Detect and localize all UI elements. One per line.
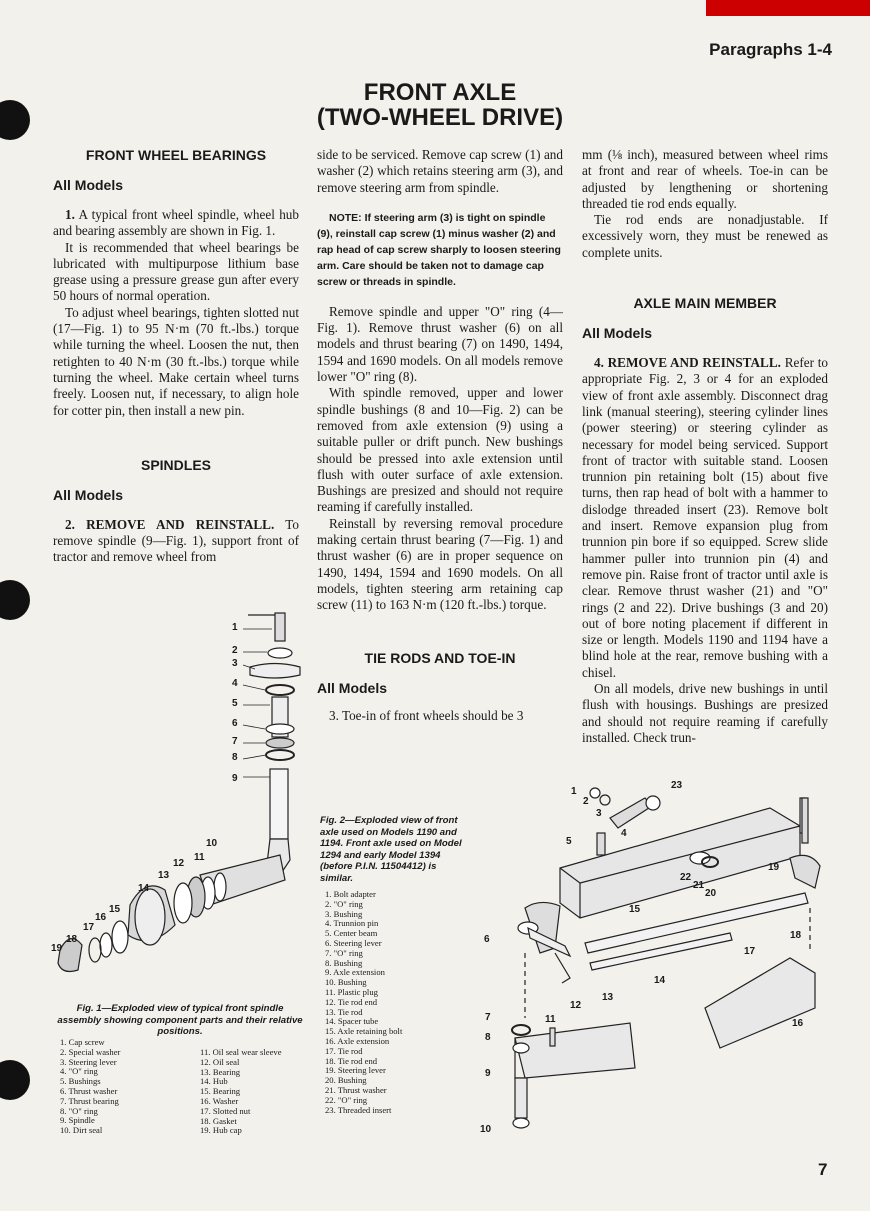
fig2-callout-11: 11 — [545, 1014, 556, 1025]
fig1-callout-7: 7 — [232, 736, 238, 747]
toe-in-continued: mm (⅛ inch), measured between wheel rims at front and rear of wheels. Toe-in can be adjusted by lengthening or shortening threaded tie rod ends equally. — [582, 147, 828, 211]
fig1-caption: Fig. 1—Exploded view of typical front spindle assembly showing component parts and their relative positions. — [57, 1003, 303, 1037]
part-item: 15. Bearing — [200, 1086, 241, 1097]
all-models-heading: All Models — [317, 679, 388, 696]
part-item: 9. Spindle — [60, 1115, 95, 1126]
fig2-callout-16: 16 — [792, 1018, 804, 1029]
fig2-callout-21: 21 — [693, 880, 705, 891]
fig1-callout-12: 12 — [173, 858, 185, 869]
fig2-callout-14: 14 — [654, 975, 666, 986]
all-models-heading: All Models — [53, 486, 124, 503]
para-new-bushings: On all models, drive new bushings in until flush with housings. Bushings are presized and should not require reaming if carefully installed. Check trun- — [582, 681, 828, 745]
fig2-callout-13: 13 — [602, 992, 614, 1003]
column-3 — [582, 147, 828, 746]
fig1-callout-9: 9 — [232, 773, 238, 784]
para-2-text: To remove spindle (9—Fig. 1), support front of tractor and remove wheel from — [53, 516, 299, 565]
part-item: 17. Tie rod — [325, 1045, 363, 1056]
part-item: 14. Hub — [200, 1076, 228, 1087]
title-line2: (TWO-WHEEL DRIVE) — [316, 104, 564, 131]
para-tie-rod-ends: Tie rod ends are nonadjustable. If excessively worn, they must be renewed as complete units. — [582, 212, 828, 260]
spindle-removal-text: side to be serviced. Remove cap screw (1) and washer (2) which retains steering arm (3), and remove steering arm from spindle. — [317, 147, 563, 195]
fig2-callout-15: 15 — [629, 904, 641, 915]
part-item: 1. Bolt adapter — [325, 889, 376, 899]
part-item: 8. Bushing — [325, 957, 363, 968]
part-item: 4. "O" ring — [60, 1066, 98, 1077]
fig1-callout-13: 13 — [158, 870, 170, 881]
para-1-text: A typical front wheel spindle, wheel hub and bearing assembly are shown in Fig. 1. — [53, 207, 299, 239]
part-item: 20. Bushing — [325, 1075, 367, 1086]
part-item: 10. Bushing — [325, 977, 367, 988]
fig1-callout-2: 2 — [232, 645, 238, 656]
fig1-callout-6: 6 — [232, 718, 238, 729]
fig1-callout-11: 11 — [194, 852, 205, 863]
fig2-callout-5: 5 — [566, 836, 572, 847]
fig2-callout-23: 23 — [671, 780, 683, 791]
fig2-callout-17: 17 — [744, 946, 756, 957]
part-item: 22. "O" ring — [325, 1094, 368, 1105]
binder-hole-middle — [0, 580, 30, 620]
part-item: 12. Oil seal — [200, 1056, 240, 1067]
part-item: 3. Bushing — [325, 908, 363, 919]
fig1-callout-5: 5 — [232, 698, 238, 709]
fig1-callout-8: 8 — [232, 752, 238, 763]
fig1-callout-4: 4 — [232, 678, 238, 689]
para-1-number: 1. — [65, 207, 75, 222]
part-item: 4. Trunnion pin — [325, 918, 379, 929]
fig1-callout-1: 1 — [232, 622, 238, 633]
fig1-spindle-diagram — [50, 605, 310, 1000]
fig1-callout-10: 10 — [206, 838, 218, 849]
part-item: 6. Steering lever — [325, 937, 382, 948]
section-spindles: SPINDLES — [140, 456, 211, 473]
spindles-text — [53, 517, 299, 566]
para-toe-in: 3. Toe-in of front wheels should be 3 — [329, 707, 524, 723]
column-2 — [317, 147, 563, 724]
part-item: 9. Axle extension — [325, 967, 385, 978]
part-item: 23. Threaded insert — [325, 1104, 392, 1115]
para-4-heading: 4. REMOVE AND REINSTALL. — [594, 355, 781, 371]
section-tie-rods: TIE RODS AND TOE-IN — [364, 649, 516, 666]
all-models-heading: All Models — [582, 325, 653, 342]
bearings-text — [53, 207, 299, 419]
part-item: 16. Washer — [200, 1095, 239, 1106]
part-item: 18. Tie rod end — [325, 1055, 378, 1066]
para-adjust-bearings: To adjust wheel bearings, tighten slotted nut (17—Fig. 1) to 95 N·m (70 ft.-lbs.) torque while turning the wheel. Loosen the nut, then retighten to 40 N·m (30 ft.-lbs.) torque while turning the wheel. Make certain wheel turns freely. Loosen nut, if necessary, to align hole for cotter pin, then install a new pin. — [53, 304, 299, 418]
fig2-callout-8: 8 — [485, 1032, 491, 1043]
steering-arm-note: NOTE: If steering arm (3) is tight on spindle (9), reinstall cap screw (1) minus washer (2) and rap head of cap screw sharply to loosen steering arm. Care should be taken not to damage cap screw or threads in spindle. — [317, 211, 561, 288]
page-number: 7 — [818, 1160, 828, 1179]
part-item: 7. "O" ring — [325, 947, 363, 958]
part-item: 17. Slotted nut — [200, 1105, 251, 1116]
para-bushings: With spindle removed, upper and lower spindle bushings (8 and 10—Fig. 2) can be removed from axle extension (9) using a suitable puller or drift punch. New bushings should be pressed into axle extension until flush with outer surface of axle extension. Bushings are presized and should not require reaming if carefully installed. — [317, 385, 563, 515]
title-line1: FRONT AXLE — [363, 79, 517, 106]
part-item: 2. Special washer — [60, 1046, 121, 1057]
para-2-heading: 2. REMOVE AND REINSTALL. — [65, 516, 275, 532]
fig2-callout-9: 9 — [485, 1068, 491, 1079]
fig2-callout-10: 10 — [480, 1124, 492, 1135]
page-title — [290, 80, 590, 130]
fig2-callout-7: 7 — [485, 1012, 491, 1023]
fig1-callout-16: 16 — [95, 912, 107, 923]
spindle-procedure-text — [317, 304, 563, 614]
fig2-caption: Fig. 2—Exploded view of front axle used on Models 1190 and 1194. Front axle used on Model 1294 and early Model 1394 (before P.I.N. 11504412) is similar. — [320, 815, 462, 884]
part-item: 2. "O" ring — [325, 898, 363, 909]
section-axle-main-member: AXLE MAIN MEMBER — [633, 295, 777, 312]
paragraphs-header: Paragraphs 1-4 — [709, 40, 832, 59]
fig2-callout-12: 12 — [570, 1000, 582, 1011]
fig1-callout-14: 14 — [138, 883, 150, 894]
fig1-callout-3: 3 — [232, 658, 238, 669]
part-item: 11. Oil seal wear sleeve — [200, 1047, 282, 1057]
fig2-callout-6: 6 — [484, 934, 490, 945]
fig2-callout-19: 19 — [768, 862, 780, 873]
part-item: 14. Spacer tube — [325, 1016, 379, 1027]
fig2-callout-4: 4 — [621, 828, 627, 839]
fig2-axle-diagram — [470, 778, 835, 1148]
part-item: 6. Thrust washer — [60, 1085, 118, 1096]
fig1-callout-18: 18 — [66, 934, 78, 945]
part-item: 3. Steering lever — [60, 1056, 117, 1067]
para-lubrication: It is recommended that wheel bearings be lubricated with multipurpose lithium base grease using a pressure grease gun after every 50 hours of normal operation. — [53, 239, 299, 304]
fig2-callout-18: 18 — [790, 930, 802, 941]
part-item: 13. Tie rod — [325, 1006, 363, 1017]
part-item: 19. Hub cap — [200, 1125, 242, 1136]
part-item: 7. Thrust bearing — [60, 1095, 119, 1106]
section-front-wheel-bearings: FRONT WHEEL BEARINGS — [85, 147, 267, 163]
fig2-callout-2: 2 — [583, 796, 589, 807]
fig2-callout-1: 1 — [571, 786, 577, 797]
fig1-callout-15: 15 — [109, 904, 121, 915]
part-item: 12. Tie rod end — [325, 996, 378, 1007]
part-item: 21. Thrust washer — [325, 1084, 387, 1095]
para-remove-spindle: Remove spindle and upper "O" ring (4—Fig. 1). Remove thrust washer (6) on all models and thrust bearing (7) on 1490, 1494, 1594 and 1690 models. On all models remove lower "O" ring (8). — [317, 303, 563, 385]
para-4-text: Refer to appropriate Fig. 2, 3 or 4 for an exploded view of front axle assembly. Disconnect drag link (manual steering), steering cylinder lines (power steering) or steering cylinder as necessary for model being serviced. Support front of tractor with suitable stand. Loosen trunnion pin retaining bolt (15) about five turns, then rap head of bolt with a hammer to dislodge threaded insert (23). Remove bolt and insert. Remove expansion plug from trunnion pin bore if so equipped. Screw slide hammer puller into trunnion pin (4) and remove pin. Raise front of tractor until axle is clear. Remove thrust washer (21) and "O" rings (2 and 22). Drive bushings (3 and 20) out of bore noting placement if different in size or length. Models 1190 and 1194 have a blind hole at the rear, remove bushing with a chisel. — [582, 355, 828, 680]
part-item: 15. Axle retaining bolt — [325, 1026, 403, 1037]
part-item: 5. Bushings — [60, 1076, 101, 1087]
all-models-heading: All Models — [53, 177, 124, 193]
fig2-parts-list — [325, 890, 402, 1115]
axle-text — [582, 355, 828, 746]
part-item: 13. Bearing — [200, 1066, 241, 1077]
fig2-callout-20: 20 — [705, 888, 717, 899]
part-item: 18. Gasket — [200, 1115, 237, 1126]
fig1-parts-list-right — [200, 1048, 282, 1136]
part-item: 10. Dirt seal — [60, 1125, 103, 1136]
part-item: 16. Axle extension — [325, 1035, 390, 1046]
part-item: 1. Cap screw — [60, 1037, 105, 1047]
fig1-callout-17: 17 — [83, 922, 95, 933]
binder-hole-top — [0, 100, 30, 140]
column-1 — [53, 147, 299, 566]
fig1-parts-list-left — [60, 1038, 120, 1136]
corner-mark — [704, 0, 870, 16]
fig1-callout-19: 19 — [51, 943, 63, 954]
part-item: 11. Plastic plug — [325, 986, 378, 997]
binder-hole-bottom — [0, 1060, 30, 1100]
part-item: 5. Center beam — [325, 928, 378, 939]
fig2-callout-3: 3 — [596, 808, 602, 819]
part-item: 8. "O" ring — [60, 1105, 98, 1116]
fig2-callout-22: 22 — [680, 872, 692, 883]
part-item: 19. Steering lever — [325, 1065, 386, 1076]
para-reinstall: Reinstall by reversing removal procedure making certain thrust bearing (7—Fig. 1) and thrust washer (6) are in proper sequence on 1490, 1494, 1594 and 1690 models. On all models, tighten steering arm retaining cap screw (11) to 163 N·m (120 ft.-lbs.) torque. — [317, 515, 563, 613]
